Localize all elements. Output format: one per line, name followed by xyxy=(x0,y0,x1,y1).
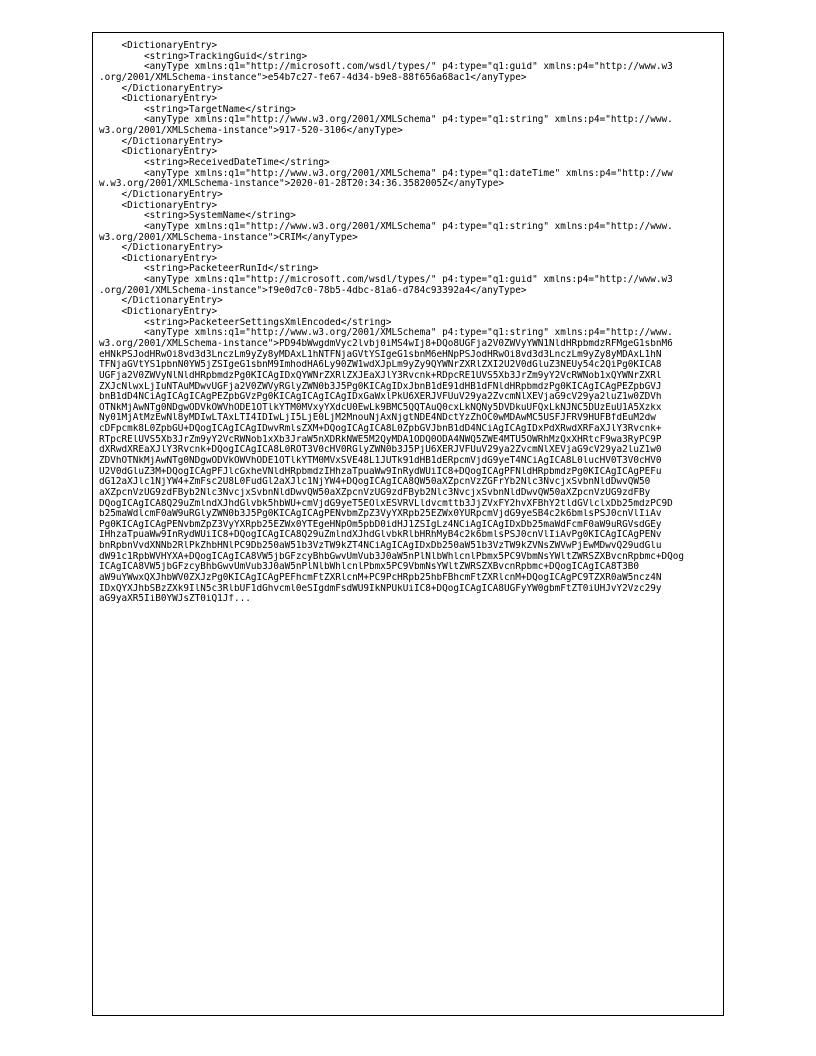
document-line: <DictionaryEntry> xyxy=(99,200,218,211)
document-line: w3.org/2001/XMLSchema-instance">PD94bWwgdmVyc2lvbj0iMS4wIj8+DQo8UGFja2V0ZWVyYWN1NldHRpbmdzRFMgeG1sbnM6 xyxy=(99,338,673,349)
document-line: <DictionaryEntry> xyxy=(99,147,218,158)
document-line: U2V0dGluZ3M+DQogICAgPFJlcGxheVNldHRpbmdzIHhzaTpuaWw9InRydWUiIC8+DQogICAgPFNldHRpbmdzPg0KICAgICAgPEFu xyxy=(99,466,662,477)
document-line: <anyType xmlns:q1="http://www.w3.org/2001/XMLSchema" p4:type="q1:string" xmlns:p4="http://www. xyxy=(99,328,673,339)
document-line: IHhzaTpuaWw9InRydWUiIC8+DQogICAgICA8Q29uZmlndXJhdGlvbkRlbHRhMyB4c2k6bmlsPSJ0cnVlIiAvPg0KICAgICAgPENv xyxy=(99,530,662,541)
document-line: cDFpcmk8L0ZpbGU+DQogICAgICAgIDwvRmlsZXM+DQogICAgICA8L0ZpbGVJbnB1dD4NCiAgICAgIDxPdXRwdXRFaXJlY3Rvcnk+ xyxy=(99,424,662,435)
document-line: <string>TrackingGuid</string> xyxy=(99,51,308,62)
document-line: TFNjaGVtYS1pbnN0YW5jZSIgeG1sbnM9ImhodHA6Ly90ZW1wdXJpLm9yZy9QYWNrZXRlZXI2U2V0dGluZ3NEUy54c2QiPg0KICA8 xyxy=(99,360,662,371)
document-line: bnB1dD4NCiAgICAgICAgPEZpbGVzPg0KICAgICAgICAgIDxGaWxlPkU6XERJVFUuV29ya2ZvcmNlXEVjaG9cV29ya2luZ1w0ZDVh xyxy=(99,392,662,403)
document-line: OTNkMjAwNTg0NDgwODVkOWVhODE1OTlkYTM0MVxyYXdcU0EwLk9BMC5QQTAuQ0cxLkNQNy5DVDkuUFQxLkNJNC5DUzEuU1A5Xzkx xyxy=(99,402,662,413)
document-line: aW9uYWwxQXJhbWV0ZXJzPg0KICAgICAgPEFhcmFtZXRlcnM+PC9PcHRpb25hbFBhcmFtZXRlcnM+DQogICAgPC9TZXR0aW5ncz4N xyxy=(99,573,662,584)
document-line: Pg0KICAgICAgPENvbmZpZ3VyYXRpb25EZWx0YTEgeHNpOm5pbD0idHJ1ZSIgLz4NCiAgICAgIDxDb25maWdFcmF0aW9uRGVsdGEy xyxy=(99,519,662,530)
document-line: ZDVhOTNkMjAwNTg0NDgwODVkOWVhODE1OTlkYTM0MVxSVE48L1JUTk91dHB1dERpcmVjdG9yeT4NCiAgICA8L0lucHV0T3V0cHV0 xyxy=(99,455,662,466)
document-line: b25maWdlcmF0aW9uRGlyZWN0b3J5Pg0KICAgICAgPENvbmZpZ3VyYXRpb25EZWx0YURpcmVjdG9yeSB4c2k6bmlsPSJ0cnVlIiAv xyxy=(99,509,662,520)
document-line: w.w3.org/2001/XMLSchema-instance">2020-01-28T20:34:36.3582005Z</anyType> xyxy=(99,179,505,190)
document-line: <anyType xmlns:q1="http://www.w3.org/2001/XMLSchema" p4:type="q1:dateTime" xmlns:p4="http://ww xyxy=(99,168,673,179)
document-line: w3.org/2001/XMLSchema-instance">CRIM</anyType> xyxy=(99,232,358,243)
document-line: <DictionaryEntry> xyxy=(99,253,218,264)
document-line: <anyType xmlns:q1="http://www.w3.org/2001/XMLSchema" p4:type="q1:string" xmlns:p4="http://www. xyxy=(99,115,673,126)
document-line: ICAgICA8VW5jbGFzcyBhbGwvUmVub3J0aW5nPlNlbWhlcnlPbmx5PC9VbmNsYWltZWRSZXBvcnRpbmc+DQogICAgICA8T3B0 xyxy=(99,562,640,573)
document-line: dW91c1RpbWVHYXA+DQogICAgICA8VW5jbGFzcyBhbGwvUmVub3J0aW5nPlNlbWhlcnlPbmx5PC9VbmNsYWltZWRSZXBvcnRpbmc+DQog xyxy=(99,551,685,562)
document-line: Ny01MjAtMzEwNl8yMDIwLTAxLTI4IDIwLjI5LjE0LjM2MnouNjAxNjgtNDE4NDctYzZhOC0wMDAwMC5USFJFRV9HUFBfdEuM2dw xyxy=(99,413,656,424)
document-line: <string>SystemName</string> xyxy=(99,211,296,222)
document-line: </DictionaryEntry> xyxy=(99,243,223,254)
document-line: bnRpbnVvdXNNb2RlPkZhbHNlPC9Db250aW51b3VzTW9kZT4NCiAgICAgIDxDb250aW51b3VzTW9kZVNsZWVwPjEwMDwvQ29udGlu xyxy=(99,541,662,552)
document-line: ZXJcNlwxLjIuNTAuMDwvUGFja2V0ZWVyRGlyZWN0b3J5Pg0KICAgIDxJbnB1dE91dHB1dFNldHRpbmdzPg0KICAgICAgPEZpbGVJ xyxy=(99,381,662,392)
document-line: <DictionaryEntry> xyxy=(99,307,218,318)
document-page xyxy=(92,32,724,1016)
document-line: UGFja2V0ZWVyNlNldHRpbmdzPg0KICAgIDxQYWNrZXRlZXJEaXJlY3Rvcnk+RDpcRE1UVS5Xb3JrZm9yY2VcRWNob1xQYWNrZXRl xyxy=(99,370,662,381)
document-line: .org/2001/XMLSchema-instance">e54b7c27-fe67-4d34-b9e8-88f656a68ac1</anyType> xyxy=(99,72,527,83)
document-line: <anyType xmlns:q1="http://microsoft.com/wsdl/types/" p4:type="q1:guid" xmlns:p4="http://www.w3 xyxy=(99,62,673,73)
document-line: </DictionaryEntry> xyxy=(99,189,223,200)
document-line: </DictionaryEntry> xyxy=(99,296,223,307)
document-line: <string>TargetName</string> xyxy=(99,104,296,115)
document-line: <string>PacketeerRunId</string> xyxy=(99,264,319,275)
document-line: <anyType xmlns:q1="http://microsoft.com/wsdl/types/" p4:type="q1:guid" xmlns:p4="http://www.w3 xyxy=(99,275,673,286)
document-line: .org/2001/XMLSchema-instance">f9e0d7c0-78b5-4dbc-81a6-d784c93392a4</anyType> xyxy=(99,285,527,296)
document-line: dXRwdXREaXJlY3Rvcnk+DQogICAgICA8L0ROT3V0cHV0RGlyZWN0b3J5PjU6XERJVFUuV29ya2ZvcmNlXEVjaG9cV29ya2luZ1w0 xyxy=(99,445,662,456)
document-line: <string>PacketeerSettingsXmlEncoded</string> xyxy=(99,317,392,328)
document-line: <DictionaryEntry> xyxy=(99,41,218,51)
document-line: DQogICAgICA8Q29uZmlndXJhdGlvbk5hbWU+cmVjdG9yeT5EOlxESVRVLldvcmttb3JjZVxFY2hvXFBhY2tldGVlclxDb25mdzPC9D xyxy=(99,498,673,509)
document-line: </DictionaryEntry> xyxy=(99,136,223,147)
document-line: w3.org/2001/XMLSchema-instance">917-520-3106</anyType> xyxy=(99,126,403,137)
document-line: IDxQYXJhbSBzZXk9IlN5c3RlbUF1dGhvcml0eSIgdmFsdWU9IkNPUkUiIC8+DQogICAgICA8UGFyYW0gbmFtZT0iUHJvY2Vzc29y xyxy=(99,583,662,594)
document-line: aG9yaXR5IiB0YWJsZT0iQ1Jf... xyxy=(99,594,251,605)
document-line: RTpcRElUVS5Xb3JrZm9yY2VcRWNob1xXb3JraW5nXDRkNWE5M2QyMDA1ODQ0ODA4NWQ5ZWE4MTU5OWRhMzQxXHRtcF9wa3RyPC9P xyxy=(99,434,662,445)
document-line: <anyType xmlns:q1="http://www.w3.org/2001/XMLSchema" p4:type="q1:string" xmlns:p4="http://www. xyxy=(99,221,673,232)
document-line: aXZpcnVzUG9zdFByb2Nlc3NvcjxSvbnNldDwvQW50aXZpcnVzUG9zdFByb2Nlc3NvcjxSvbnNldDwvQW50aXZpcnVzUG9zdFBy xyxy=(99,487,651,498)
document-line: eHNkPSJodHRwOi8vd3d3LnczLm9yZy8yMDAxL1hNTFNjaGVtYSIgeG1sbnM6eHNpPSJodHRwOi8vd3d3LnczLm9yZy8yMDAxL1hN xyxy=(99,349,662,360)
document-line: <DictionaryEntry> xyxy=(99,94,218,105)
document-line: </DictionaryEntry> xyxy=(99,83,223,94)
document-line: <string>ReceivedDateTime</string> xyxy=(99,158,330,169)
document-line: dG12aXJlc1NjYW4+ZmFsc2U8L0FudGl2aXJlc1NjYW4+DQogICAgICA8QW50aXZpcnVzZGFrYb2Nlc3NvcjxSvbnNldDwvQW50 xyxy=(99,477,651,488)
